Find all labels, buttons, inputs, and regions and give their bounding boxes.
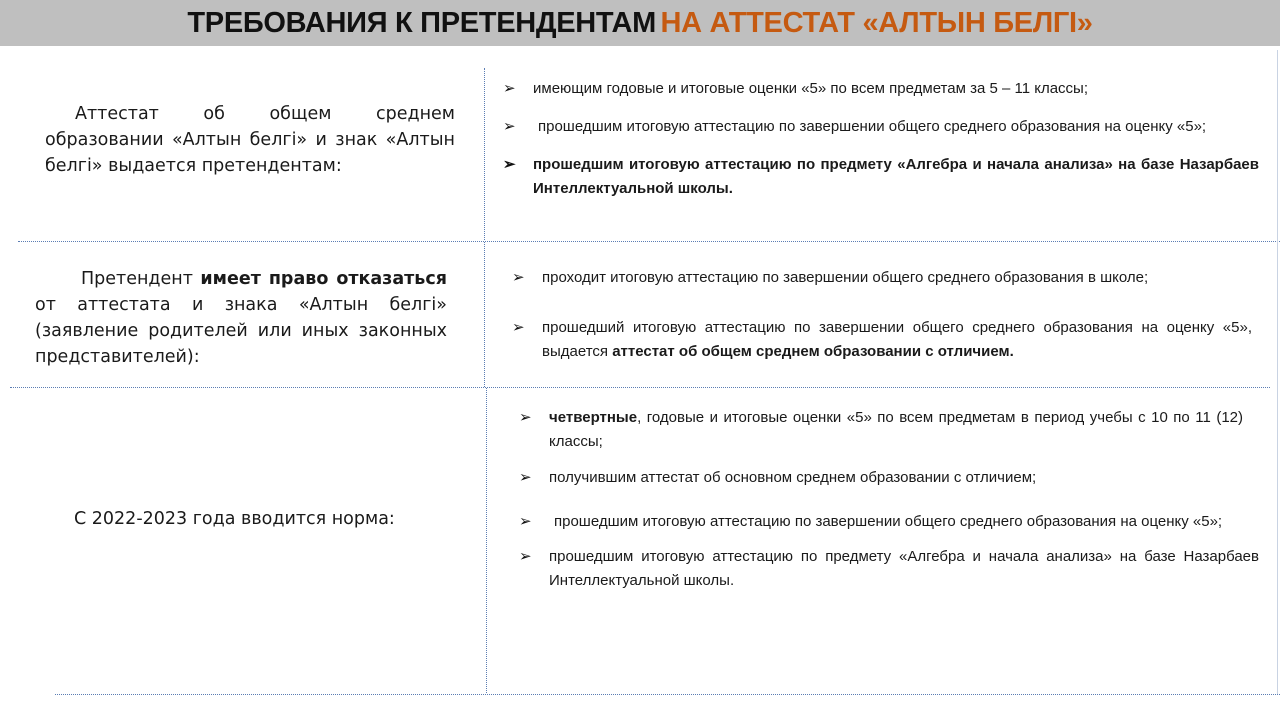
- arrow-bullet-icon: ➢: [519, 469, 532, 486]
- section3-left-text: С 2022-2023 года вводится норма:: [74, 509, 395, 529]
- arrow-bullet-icon: ➢: [503, 156, 516, 173]
- arrow-bullet-icon: ➢: [519, 548, 532, 565]
- column-divider-3: [486, 388, 487, 693]
- title-part1: ТРЕБОВАНИЯ К ПРЕТЕНДЕНТАМ: [187, 7, 657, 39]
- column-divider-1: [484, 68, 485, 240]
- list-item: ➢ имеющим годовые и итоговые оценки «5» по всем предметам за 5 – 11 классы;: [533, 77, 1259, 101]
- title-bar: [0, 0, 1280, 46]
- list-item: ➢ четвертные, годовые и итоговые оценки «5» по всем предметам в период учебы с 10 по 11 (12) классы;: [549, 406, 1243, 454]
- list-item: ➢ проходит итоговую аттестацию по завершении общего среднего образования в школе;: [542, 266, 1252, 290]
- section1-left-text: Аттестат об общем среднем образовании «Алтын белгі» и знак «Алтын белгі» выдается претендентам:: [45, 104, 455, 176]
- bold-phrase: четвертные: [549, 409, 638, 426]
- divider-row1: [18, 241, 1280, 242]
- title-part2: НА АТТЕСТАТ «АЛТЫН БЕЛГІ»: [660, 7, 1093, 39]
- section1-bullets: [503, 77, 1259, 201]
- arrow-bullet-icon: ➢: [519, 513, 532, 530]
- list-item: ➢ прошедший итоговую аттестацию по завершении общего среднего образования на оценку «5», выдается аттестат об общем среднем образовании с отличием.: [542, 316, 1252, 364]
- section2-left-text: Претендент имеет право отказаться от аттестата и знака «Алтын белгі» (заявление родителей или иных законных представителей):: [35, 269, 447, 367]
- list-item: ➢ прошедшим итоговую аттестацию по предмету «Алгебра и начала анализа» на базе Назарбаев Интеллектуальной школы.: [549, 545, 1259, 593]
- list-item: ➢ прошедшим итоговую аттестацию по предмету «Алгебра и начала анализа» на базе Назарбаев Интеллектуальной школы.: [533, 153, 1259, 201]
- bold-phrase: имеет право отказаться: [200, 269, 447, 289]
- list-item: ➢ получившим аттестат об основном среднем образовании с отличием;: [549, 466, 1243, 490]
- divider-row2: [10, 387, 1270, 388]
- list-item: ➢ прошедшим итоговую аттестацию по завершении общего среднего образования на оценку «5»;: [533, 115, 1259, 139]
- arrow-bullet-icon: ➢: [519, 409, 532, 426]
- section3-bullets: [519, 406, 1259, 593]
- arrow-bullet-icon: ➢: [503, 118, 516, 135]
- arrow-bullet-icon: ➢: [512, 319, 525, 336]
- arrow-bullet-icon: ➢: [503, 80, 516, 97]
- arrow-bullet-icon: ➢: [512, 269, 525, 286]
- right-edge-line: [1277, 50, 1278, 694]
- bold-phrase: аттестат об общем среднем образовании с отличием.: [612, 343, 1014, 360]
- divider-bottom: [55, 694, 1280, 695]
- section2-bullets: [512, 266, 1252, 364]
- list-item: ➢ прошедшим итоговую аттестацию по завершении общего среднего образования на оценку «5»;: [549, 510, 1243, 534]
- column-divider-2: [484, 242, 485, 387]
